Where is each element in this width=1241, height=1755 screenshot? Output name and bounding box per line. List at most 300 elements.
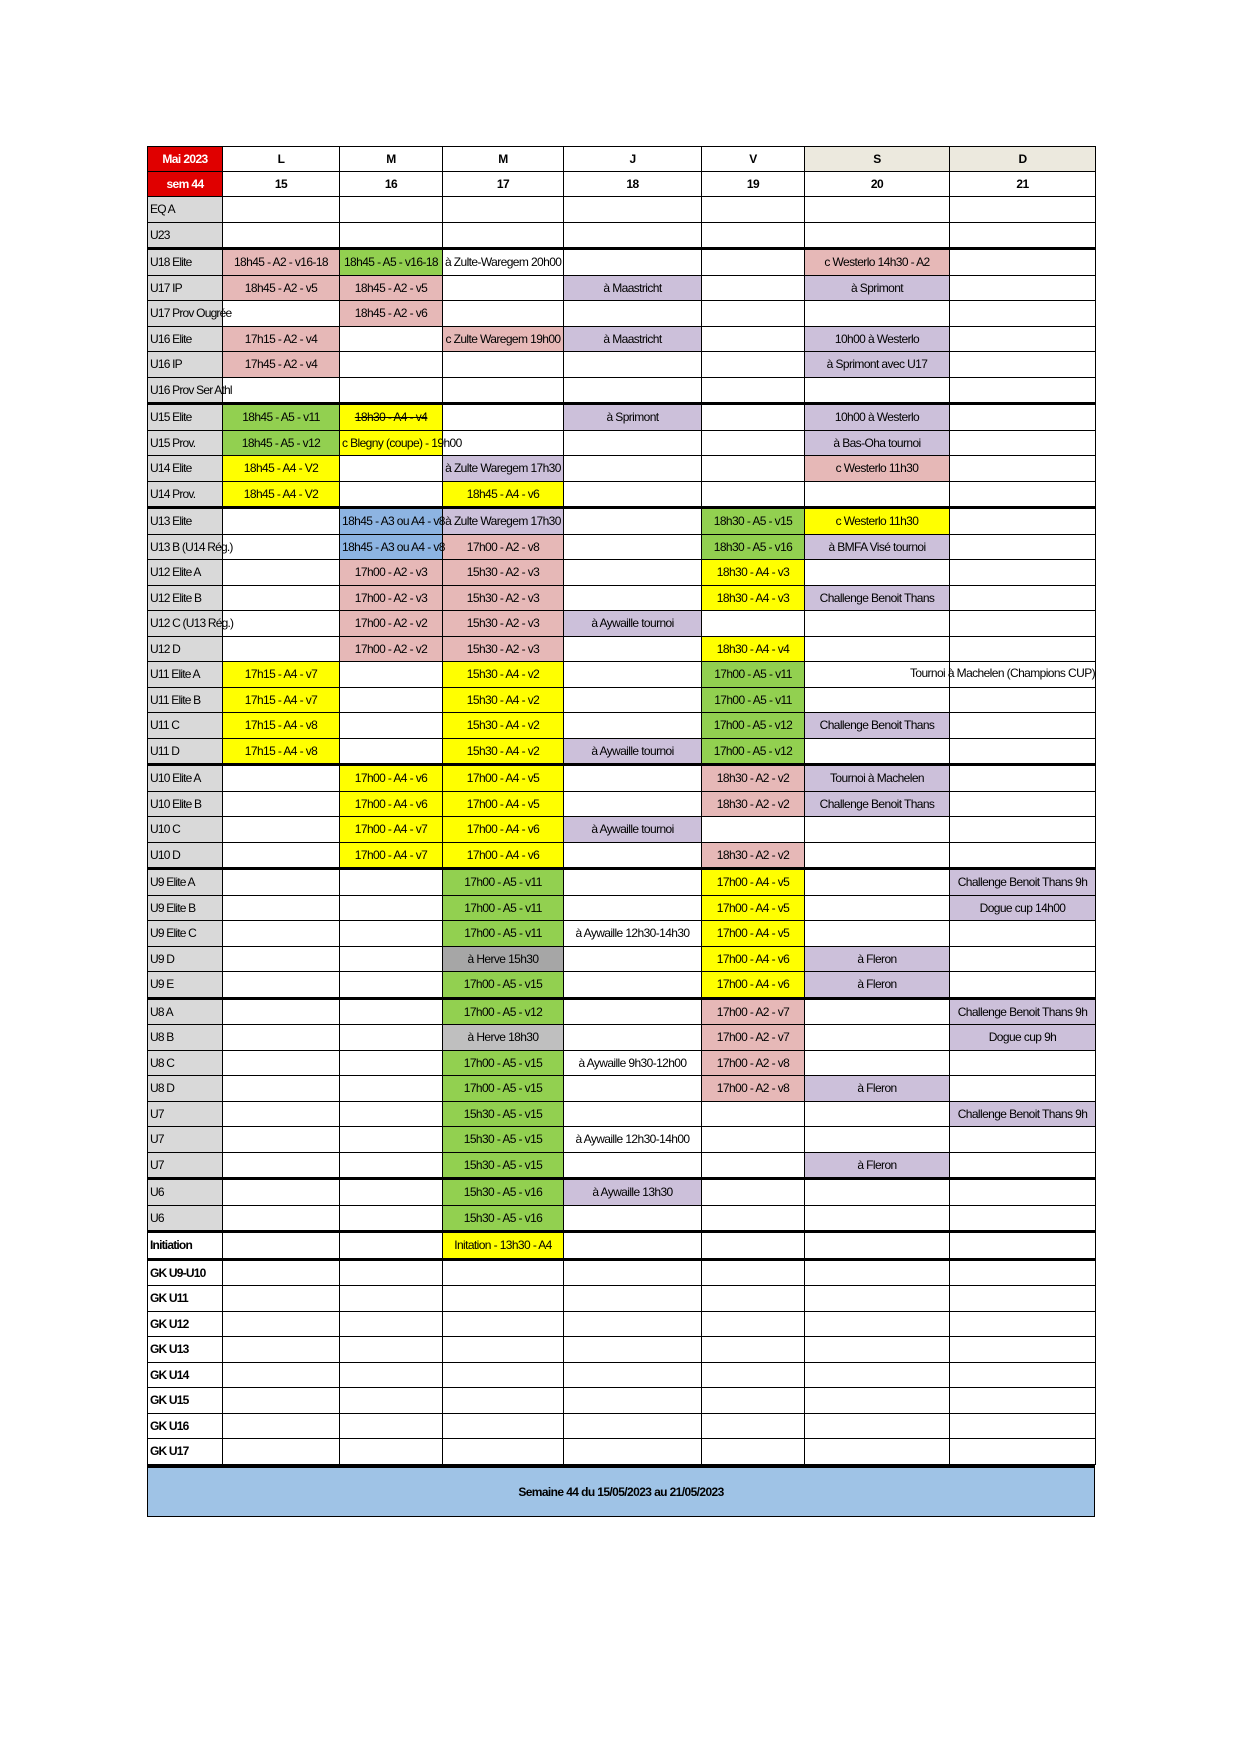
schedule-cell — [805, 611, 950, 637]
team-label: U9 Elite C — [148, 921, 223, 947]
schedule-cell — [950, 972, 1096, 999]
team-label: U10 Elite A — [148, 765, 223, 792]
schedule-cell — [702, 611, 805, 637]
schedule-cell — [564, 895, 702, 921]
schedule-cell — [702, 481, 805, 508]
schedule-cell — [702, 377, 805, 404]
schedule-cell — [805, 1050, 950, 1076]
schedule-table — [147, 146, 1096, 1465]
schedule-cell — [223, 508, 340, 535]
schedule-cell: Dogue cup 14h00 — [950, 895, 1096, 921]
schedule-cell — [443, 197, 564, 223]
schedule-row — [148, 998, 1096, 1025]
schedule-cell — [564, 662, 702, 688]
schedule-cell: 17h15 - A4 - v7 — [223, 662, 340, 688]
schedule-cell — [950, 301, 1096, 327]
schedule-cell: 17h15 - A4 - v8 — [223, 713, 340, 739]
schedule-cell — [702, 222, 805, 249]
schedule-cell — [805, 1439, 950, 1465]
schedule-cell — [702, 1337, 805, 1363]
team-label: GK U14 — [148, 1362, 223, 1388]
schedule-cell — [950, 1286, 1096, 1312]
team-label: U15 Prov. — [148, 430, 223, 456]
team-label: U11 C — [148, 713, 223, 739]
schedule-cell: 18h45 - A4 - V2 — [223, 481, 340, 508]
schedule-cell — [702, 1362, 805, 1388]
schedule-row — [148, 1050, 1096, 1076]
schedule-cell — [950, 377, 1096, 404]
schedule-cell — [223, 946, 340, 972]
team-label: U12 C (U13 Rég.) — [148, 611, 223, 637]
schedule-row — [148, 404, 1096, 431]
day-number: 19 — [702, 172, 805, 197]
schedule-cell: Tournoi à Machelen — [805, 765, 950, 792]
schedule-cell — [950, 1232, 1096, 1260]
schedule-cell: 17h00 - A2 - v8 — [702, 1050, 805, 1076]
schedule-cell: 15h30 - A2 - v3 — [443, 585, 564, 611]
schedule-cell — [564, 430, 702, 456]
schedule-cell — [950, 430, 1096, 456]
schedule-cell — [443, 275, 564, 301]
schedule-cell — [950, 1337, 1096, 1363]
schedule-cell — [702, 1439, 805, 1465]
schedule-cell — [564, 222, 702, 249]
day-number-row — [148, 172, 1096, 197]
schedule-cell — [223, 765, 340, 792]
schedule-cell — [702, 817, 805, 843]
event-text: Tournoi à Machelen (Champions CUP) — [909, 666, 1095, 680]
team-label: GK U15 — [148, 1388, 223, 1414]
schedule-cell — [950, 481, 1096, 508]
team-label: EQ A — [148, 197, 223, 223]
schedule-row — [148, 662, 1096, 688]
schedule-cell — [223, 1152, 340, 1179]
schedule-cell: 17h00 - A4 - v6 — [702, 972, 805, 999]
schedule-row — [148, 765, 1096, 792]
schedule-cell — [340, 222, 443, 249]
day-letter: L — [223, 147, 340, 172]
schedule-cell — [950, 946, 1096, 972]
schedule-cell — [443, 1286, 564, 1312]
schedule-row — [148, 921, 1096, 947]
schedule-row — [148, 1337, 1096, 1363]
schedule-cell: 15h30 - A2 - v3 — [443, 560, 564, 586]
schedule-cell — [340, 481, 443, 508]
schedule-cell: Challenge Benoit Thans — [805, 585, 950, 611]
schedule-cell — [223, 972, 340, 999]
schedule-cell: à Aywaille 13h30 — [564, 1179, 702, 1206]
schedule-cell: 18h30 - A2 - v2 — [702, 765, 805, 792]
schedule-cell — [340, 1076, 443, 1102]
schedule-row — [148, 481, 1096, 508]
schedule-cell — [950, 1205, 1096, 1232]
schedule-cell — [340, 326, 443, 352]
schedule-row — [148, 1286, 1096, 1312]
schedule-cell — [805, 1205, 950, 1232]
schedule-cell — [223, 197, 340, 223]
schedule-cell — [443, 1362, 564, 1388]
schedule-cell: 15h30 - A4 - v2 — [443, 662, 564, 688]
team-label: U12 Elite B — [148, 585, 223, 611]
schedule-row — [148, 1388, 1096, 1414]
schedule-cell — [223, 1388, 340, 1414]
schedule-cell: 18h30 - A4 - v3 — [702, 560, 805, 586]
schedule-cell — [702, 1286, 805, 1312]
schedule-cell: à Sprimont avec U17 — [805, 352, 950, 378]
schedule-cell: 15h30 - A2 - v3 — [443, 611, 564, 637]
schedule-cell — [805, 1179, 950, 1206]
team-label: U16 Elite — [148, 326, 223, 352]
schedule-cell — [950, 1179, 1096, 1206]
schedule-cell — [443, 1413, 564, 1439]
schedule-cell — [950, 1127, 1096, 1153]
schedule-cell — [805, 998, 950, 1025]
schedule-row — [148, 738, 1096, 765]
schedule-row — [148, 1179, 1096, 1206]
schedule-cell — [564, 534, 702, 560]
schedule-cell — [805, 1127, 950, 1153]
schedule-cell — [340, 1337, 443, 1363]
schedule-cell: 18h30 - A5 - v15 — [702, 508, 805, 535]
schedule-cell — [564, 713, 702, 739]
schedule-cell: 17h00 - A5 - v11 — [443, 895, 564, 921]
schedule-cell — [223, 921, 340, 947]
schedule-cell — [443, 1388, 564, 1414]
schedule-cell — [443, 301, 564, 327]
schedule-row — [148, 895, 1096, 921]
schedule-cell: 17h00 - A5 - v15 — [443, 972, 564, 999]
team-label: U9 E — [148, 972, 223, 999]
team-label: GK U12 — [148, 1311, 223, 1337]
schedule-cell — [805, 197, 950, 223]
schedule-cell — [564, 1311, 702, 1337]
schedule-row — [148, 791, 1096, 817]
schedule-row — [148, 1152, 1096, 1179]
schedule-cell: 17h00 - A5 - v15 — [443, 1076, 564, 1102]
schedule-cell — [909, 662, 1096, 688]
team-label: U7 — [148, 1152, 223, 1179]
schedule-row — [148, 352, 1096, 378]
schedule-cell: Challenge Benoit Thans 9h — [950, 1101, 1096, 1127]
schedule-cell: 18h30 - A5 - v16 — [702, 534, 805, 560]
schedule-cell — [950, 404, 1096, 431]
schedule-cell: 18h45 - A4 - V2 — [223, 456, 340, 482]
schedule-cell — [340, 1413, 443, 1439]
team-label: U12 Elite A — [148, 560, 223, 586]
schedule-row — [148, 301, 1096, 327]
schedule-row — [148, 1413, 1096, 1439]
team-label: U14 Prov. — [148, 481, 223, 508]
schedule-cell: 17h15 - A2 - v4 — [223, 326, 340, 352]
schedule-cell — [340, 1050, 443, 1076]
schedule-cell: Challenge Benoit Thans — [805, 791, 950, 817]
schedule-row — [148, 842, 1096, 869]
schedule-cell: 15h30 - A5 - v15 — [443, 1127, 564, 1153]
team-label: U9 Elite A — [148, 869, 223, 896]
schedule-cell: à Zulte Waregem 17h30 — [443, 456, 564, 482]
team-label: U16 Prov Ser Athl — [148, 377, 223, 404]
schedule-cell — [564, 508, 702, 535]
schedule-cell — [702, 1205, 805, 1232]
schedule-cell: 15h30 - A5 - v16 — [443, 1179, 564, 1206]
schedule-cell: 17h15 - A4 - v8 — [223, 738, 340, 765]
schedule-cell: 17h00 - A4 - v6 — [340, 765, 443, 792]
schedule-cell: Challenge Benoit Thans 9h — [950, 869, 1096, 896]
schedule-cell: à Aywaille 12h30-14h30 — [564, 921, 702, 947]
schedule-cell: à Bas-Oha tournoi — [805, 430, 950, 456]
schedule-cell — [950, 1439, 1096, 1465]
schedule-row — [148, 326, 1096, 352]
schedule-cell — [950, 1076, 1096, 1102]
schedule-cell — [702, 301, 805, 327]
schedule-cell — [564, 249, 702, 276]
schedule-cell: c Westerlo 11h30 — [805, 508, 950, 535]
schedule-cell — [702, 326, 805, 352]
schedule-cell — [223, 560, 340, 586]
schedule-row — [148, 1311, 1096, 1337]
schedule-cell — [564, 972, 702, 999]
schedule-cell: 15h30 - A5 - v15 — [443, 1101, 564, 1127]
schedule-row — [148, 275, 1096, 301]
team-label: U13 B (U14 Rég.) — [148, 534, 223, 560]
schedule-cell — [702, 456, 805, 482]
schedule-cell: 18h45 - A2 - v6 — [340, 301, 443, 327]
schedule-cell — [443, 404, 564, 431]
schedule-cell: 17h00 - A5 - v11 — [702, 687, 805, 713]
schedule-cell — [340, 972, 443, 999]
schedule-row — [148, 197, 1096, 223]
schedule-cell — [443, 1337, 564, 1363]
schedule-cell — [702, 352, 805, 378]
schedule-cell — [340, 998, 443, 1025]
schedule-row — [148, 1127, 1096, 1153]
schedule-cell — [950, 791, 1096, 817]
schedule-cell — [340, 1259, 443, 1286]
schedule-cell — [950, 1050, 1096, 1076]
schedule-cell: c Westerlo 14h30 - A2 — [805, 249, 950, 276]
schedule-cell: à Aywaille 12h30-14h00 — [564, 1127, 702, 1153]
day-letter: M — [340, 147, 443, 172]
schedule-row — [148, 1205, 1096, 1232]
team-label: U6 — [148, 1205, 223, 1232]
schedule-cell — [805, 1259, 950, 1286]
schedule-cell: 17h00 - A4 - v5 — [702, 921, 805, 947]
day-letter-row — [148, 147, 1096, 172]
schedule-cell — [564, 946, 702, 972]
schedule-cell — [564, 842, 702, 869]
schedule-cell: 18h45 - A3 ou A4 - v8 — [340, 508, 443, 535]
schedule-cell — [950, 1152, 1096, 1179]
schedule-cell — [223, 1050, 340, 1076]
schedule-cell: à Herve 15h30 — [443, 946, 564, 972]
schedule-cell: 15h30 - A2 - v3 — [443, 636, 564, 662]
schedule-cell — [805, 1286, 950, 1312]
schedule-cell — [702, 1152, 805, 1179]
schedule-cell — [950, 197, 1096, 223]
schedule-cell: 17h00 - A4 - v7 — [340, 842, 443, 869]
schedule-cell — [805, 1101, 950, 1127]
schedule-cell — [340, 662, 443, 688]
schedule-cell — [564, 1286, 702, 1312]
day-number: 21 — [950, 172, 1096, 197]
schedule-row — [148, 636, 1096, 662]
schedule-cell — [223, 1337, 340, 1363]
team-label: U10 D — [148, 842, 223, 869]
schedule-cell: 18h45 - A5 - v12 — [223, 430, 340, 456]
schedule-cell — [564, 1362, 702, 1388]
schedule-cell — [340, 1127, 443, 1153]
schedule-cell — [340, 713, 443, 739]
schedule-cell — [223, 1025, 340, 1051]
schedule-cell — [443, 1311, 564, 1337]
schedule-row — [148, 249, 1096, 276]
schedule-cell: 17h00 - A5 - v11 — [702, 662, 805, 688]
schedule-cell: 17h00 - A5 - v15 — [443, 1050, 564, 1076]
schedule-sheet — [147, 146, 1095, 1517]
schedule-cell: 17h00 - A4 - v6 — [443, 842, 564, 869]
schedule-cell — [564, 869, 702, 896]
schedule-cell — [805, 1025, 950, 1051]
team-label: GK U9-U10 — [148, 1259, 223, 1286]
schedule-cell: 18h30 - A2 - v2 — [702, 791, 805, 817]
schedule-cell — [223, 1439, 340, 1465]
schedule-cell: à Maastricht — [564, 326, 702, 352]
schedule-cell — [564, 197, 702, 223]
schedule-cell — [223, 611, 340, 637]
schedule-cell — [223, 791, 340, 817]
schedule-cell: à Fleron — [805, 1076, 950, 1102]
schedule-cell — [564, 352, 702, 378]
schedule-cell — [702, 1413, 805, 1439]
schedule-cell — [950, 1311, 1096, 1337]
schedule-cell: 17h00 - A2 - v3 — [340, 560, 443, 586]
schedule-cell: 17h00 - A5 - v12 — [702, 713, 805, 739]
schedule-cell — [950, 1388, 1096, 1414]
schedule-cell: 18h30 - A2 - v2 — [702, 842, 805, 869]
schedule-cell — [340, 687, 443, 713]
team-label: U8 A — [148, 998, 223, 1025]
team-label: U15 Elite — [148, 404, 223, 431]
schedule-cell — [702, 1179, 805, 1206]
schedule-cell — [950, 713, 1096, 739]
team-label: U8 C — [148, 1050, 223, 1076]
schedule-cell: 17h15 - A4 - v7 — [223, 687, 340, 713]
schedule-cell — [950, 765, 1096, 792]
team-label: U11 Elite B — [148, 687, 223, 713]
schedule-cell — [223, 301, 340, 327]
schedule-cell — [564, 1388, 702, 1414]
schedule-row — [148, 1101, 1096, 1127]
schedule-cell — [805, 1413, 950, 1439]
team-label: U10 C — [148, 817, 223, 843]
schedule-cell — [950, 560, 1096, 586]
team-label: U12 D — [148, 636, 223, 662]
schedule-cell — [702, 1311, 805, 1337]
schedule-cell — [340, 946, 443, 972]
schedule-cell — [564, 301, 702, 327]
schedule-cell — [564, 1076, 702, 1102]
team-label: U17 Prov Ougrée — [148, 301, 223, 327]
schedule-cell: 18h45 - A5 - v11 — [223, 404, 340, 431]
team-label: GK U17 — [148, 1439, 223, 1465]
schedule-cell: à Zulte Waregem 17h30 — [443, 508, 564, 535]
day-number: 15 — [223, 172, 340, 197]
team-label: U14 Elite — [148, 456, 223, 482]
day-number: 16 — [340, 172, 443, 197]
schedule-cell: 18h45 - A2 - v16-18 — [223, 249, 340, 276]
schedule-cell — [805, 481, 950, 508]
schedule-cell: 15h30 - A5 - v15 — [443, 1152, 564, 1179]
schedule-row — [148, 687, 1096, 713]
schedule-cell — [223, 1259, 340, 1286]
schedule-cell: 15h30 - A4 - v2 — [443, 713, 564, 739]
schedule-cell: 17h00 - A4 - v6 — [340, 791, 443, 817]
schedule-cell: 18h45 - A2 - v5 — [223, 275, 340, 301]
schedule-row — [148, 1025, 1096, 1051]
schedule-cell — [950, 534, 1096, 560]
schedule-cell: 17h00 - A4 - v5 — [702, 895, 805, 921]
day-number: 20 — [805, 172, 950, 197]
schedule-cell: Dogue cup 9h — [950, 1025, 1096, 1051]
schedule-cell — [340, 1232, 443, 1260]
schedule-cell: 17h00 - A5 - v12 — [443, 998, 564, 1025]
schedule-cell — [564, 1337, 702, 1363]
schedule-cell: 15h30 - A4 - v2 — [443, 687, 564, 713]
schedule-cell — [805, 1362, 950, 1388]
schedule-cell: 17h00 - A4 - v6 — [702, 946, 805, 972]
schedule-cell — [340, 1311, 443, 1337]
schedule-cell — [702, 1232, 805, 1260]
schedule-cell — [805, 1232, 950, 1260]
team-label: U23 — [148, 222, 223, 249]
schedule-row — [148, 534, 1096, 560]
schedule-cell — [805, 377, 950, 404]
schedule-cell — [443, 222, 564, 249]
schedule-cell: 17h00 - A2 - v7 — [702, 998, 805, 1025]
schedule-cell — [223, 1362, 340, 1388]
schedule-cell — [564, 456, 702, 482]
schedule-cell — [223, 585, 340, 611]
schedule-cell — [702, 197, 805, 223]
schedule-cell: 17h00 - A2 - v7 — [702, 1025, 805, 1051]
schedule-cell — [805, 921, 950, 947]
schedule-cell: à Sprimont — [564, 404, 702, 431]
week-footer: Semaine 44 du 15/05/2023 au 21/05/2023 — [147, 1465, 1095, 1517]
schedule-cell — [805, 301, 950, 327]
schedule-cell — [443, 352, 564, 378]
schedule-cell: à Aywaille tournoi — [564, 738, 702, 765]
schedule-cell — [950, 1413, 1096, 1439]
schedule-cell — [223, 842, 340, 869]
schedule-cell — [340, 738, 443, 765]
schedule-cell: c Blegny (coupe) - 19h00 — [340, 430, 443, 456]
schedule-cell — [805, 560, 950, 586]
team-label: U7 — [148, 1127, 223, 1153]
schedule-cell — [564, 765, 702, 792]
schedule-cell — [950, 352, 1096, 378]
schedule-cell — [702, 1388, 805, 1414]
schedule-cell — [702, 1259, 805, 1286]
team-label: U8 B — [148, 1025, 223, 1051]
schedule-cell — [950, 222, 1096, 249]
schedule-cell: 17h00 - A4 - v7 — [340, 817, 443, 843]
schedule-cell: 18h45 - A3 ou A4 - v8 — [340, 534, 443, 560]
schedule-cell — [340, 197, 443, 223]
schedule-cell — [805, 687, 950, 713]
schedule-row — [148, 1439, 1096, 1465]
schedule-cell — [340, 377, 443, 404]
schedule-cell — [950, 687, 1096, 713]
